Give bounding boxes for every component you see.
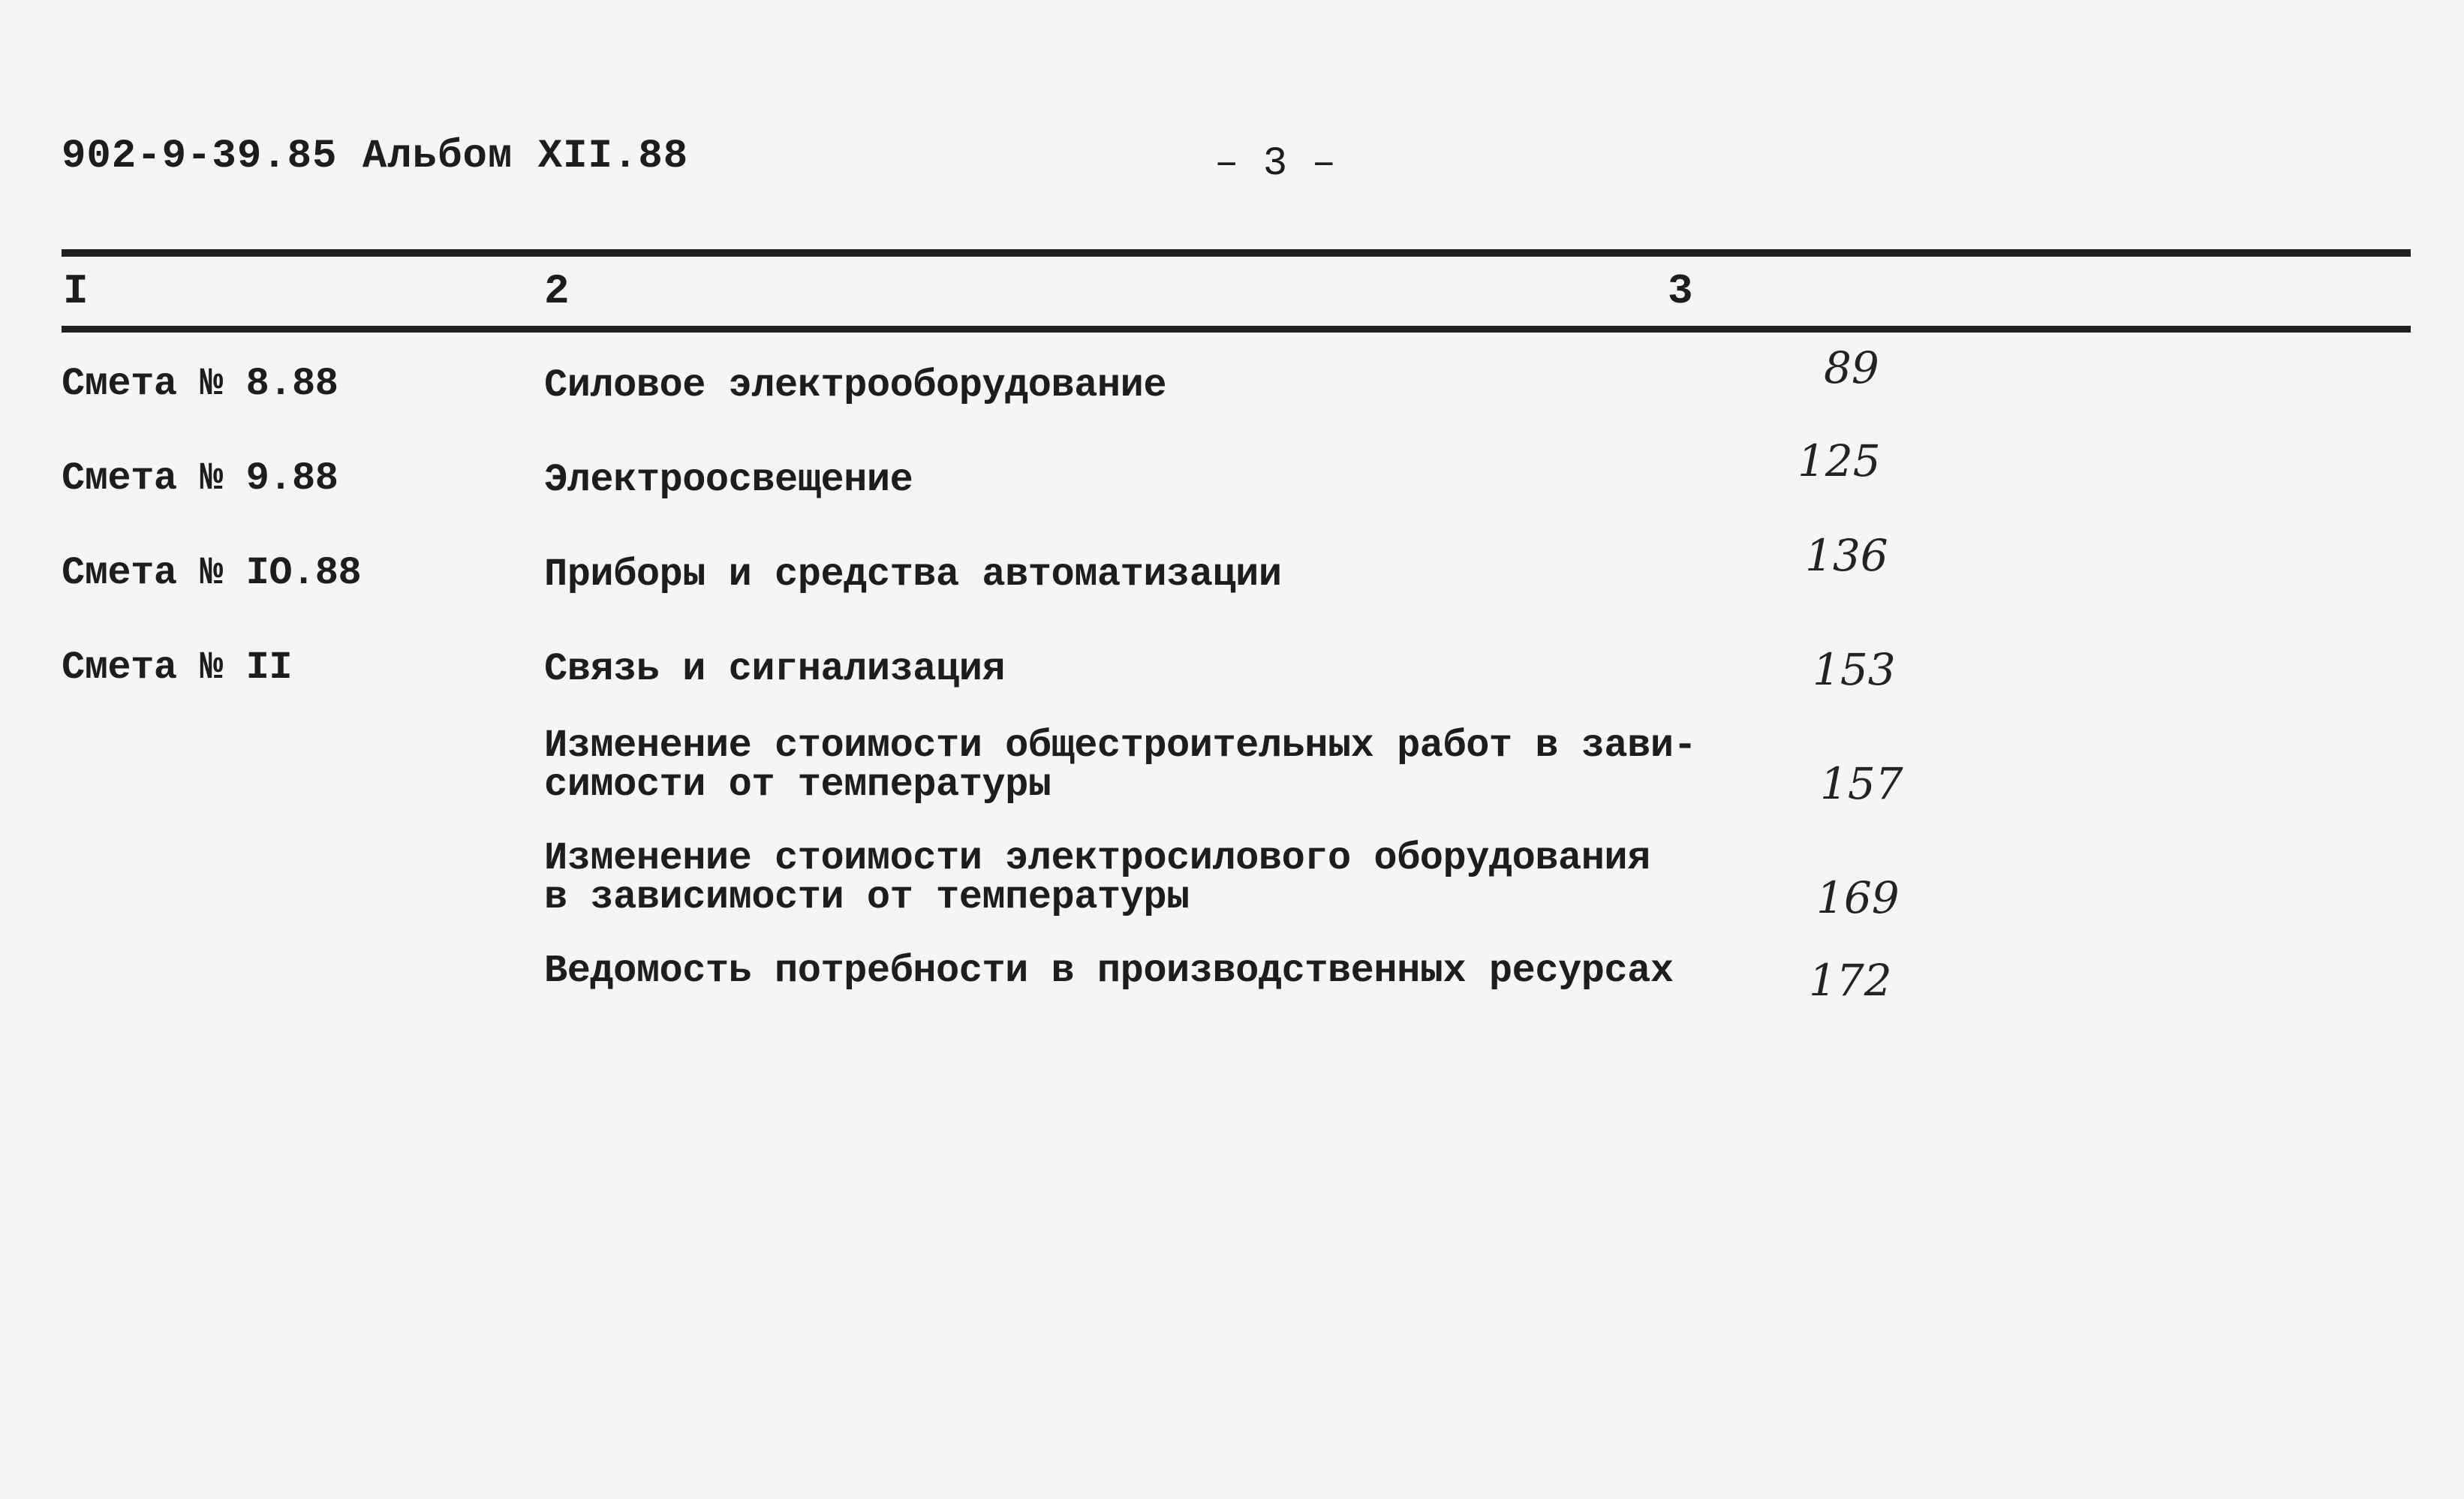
row-description [544,552,1282,597]
row-code: Смета № 8.88 [62,362,338,406]
row-description-line: Электроосвещение [544,458,913,502]
row-page-number: 136 [1805,530,1888,581]
row-description [544,363,1167,408]
row-page-number: 89 [1824,342,1879,393]
page-number: – 3 – [1214,141,1337,187]
row-page-number: 169 [1816,872,1900,923]
column-header-1: I [63,267,89,315]
row-page-number: 157 [1820,758,1903,809]
row-description-line: симости от температуры [544,763,1051,807]
row-description [544,949,1674,993]
row-description [544,836,1650,920]
row-page-number: 153 [1813,644,1896,695]
row-description-line: Силовое электрооборудование [544,363,1167,408]
table-header-rule [62,326,2411,333]
row-description [544,724,1697,807]
column-header-3: 3 [1668,267,1693,315]
row-description-line: Ведомость потребности в производственных ресурсах [544,949,1674,993]
row-description-line: в зависимости от температуры [544,875,1190,920]
row-code: Смета № II [62,646,293,690]
column-header-2: 2 [544,267,570,315]
row-code: Смета № 9.88 [62,456,338,501]
row-description-line: Связь и сигнализация [544,647,1006,691]
row-page-number: 125 [1798,435,1881,486]
album-code: 902-9-39.85 Альбом XII.88 [62,134,689,179]
row-code: Смета № IO.88 [62,551,362,595]
row-description [544,647,1006,691]
table-top-rule [62,249,2411,257]
row-page-number: 172 [1809,955,1892,1006]
row-description-line: Изменение стоимости электросилового оборудования [544,836,1650,880]
row-description-line: Изменение стоимости общестроительных работ в зави- [544,724,1697,768]
row-description [544,458,913,502]
row-description-line: Приборы и средства автоматизации [544,552,1282,597]
